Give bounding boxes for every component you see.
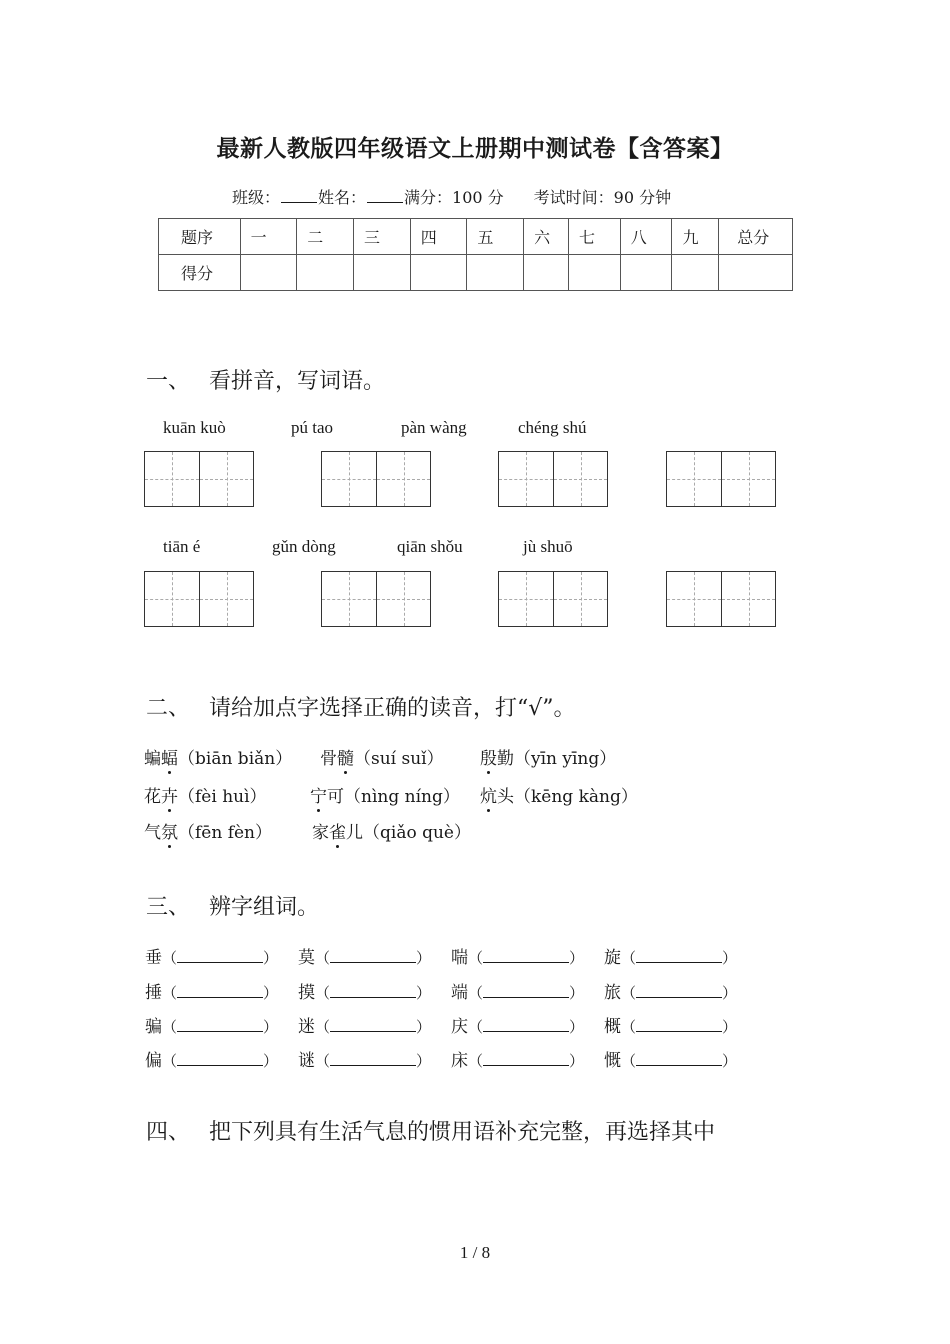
char: 端 [451, 983, 468, 1003]
word-group-item[interactable]: 偏（ ） [145, 1051, 279, 1071]
word-group-row [145, 978, 757, 1003]
reading-item[interactable] [310, 782, 460, 807]
plain-char: 气 [144, 823, 161, 843]
char: 迷 [298, 1017, 315, 1037]
word-group-row [145, 943, 757, 968]
dotted-char: 宁 [310, 782, 327, 807]
char: 捶 [145, 983, 162, 1003]
pinyin-label: kuān kuò [163, 418, 226, 437]
writing-grid[interactable] [144, 451, 254, 507]
exam-time: 考试时间：90 分钟 [533, 188, 672, 207]
section-title: 看拼音，写词语。 [209, 369, 386, 394]
word-group-item[interactable]: 摸（ ） [298, 983, 432, 1003]
section-title: 把下列具有生活气息的惯用语补充完整，再选择其中 [209, 1120, 716, 1145]
score-header-row [159, 219, 793, 255]
plain-char: 骨 [320, 749, 337, 769]
section3-heading [146, 890, 319, 921]
word-group-item[interactable]: 捶（ ） [145, 983, 279, 1003]
header-cell: 总分 [719, 219, 793, 255]
pinyin-label: tiān é [163, 537, 201, 556]
section-number: 四、 [146, 1120, 191, 1145]
char: 喘 [451, 948, 468, 968]
section-number: 三、 [146, 895, 191, 920]
word-group-item[interactable]: 骗（ ） [145, 1017, 279, 1037]
pinyin-options: （nìng níng） [344, 787, 460, 807]
score-cell[interactable] [297, 255, 354, 291]
char: 谜 [298, 1051, 315, 1071]
full-score: 满分：100 分 [404, 188, 504, 207]
name-blank[interactable] [367, 188, 403, 203]
section4-heading [146, 1115, 715, 1146]
header-cell: 四 [410, 219, 467, 255]
name-label: 姓名： [318, 188, 367, 207]
header-cell: 六 [524, 219, 569, 255]
reading-item[interactable] [480, 744, 616, 769]
dotted-char: 氛 [161, 818, 178, 843]
score-cell[interactable] [620, 255, 672, 291]
plain-char: 儿 [346, 823, 363, 843]
char: 旋 [604, 948, 621, 968]
score-cell[interactable] [568, 255, 620, 291]
plain-char: 头 [497, 787, 514, 807]
pinyin-options: （kēng kàng） [514, 787, 638, 807]
word-group-item[interactable]: 旅（ ） [604, 983, 738, 1003]
word-group-item[interactable]: 庆（ ） [451, 1017, 585, 1037]
pinyin-options: （suí suǐ） [354, 749, 444, 769]
score-input-row [159, 255, 793, 291]
score-cell[interactable] [672, 255, 719, 291]
exam-info-line [232, 185, 671, 208]
dotted-char: 蝠 [161, 744, 178, 769]
writing-grid[interactable] [498, 571, 608, 627]
section-number: 一、 [146, 369, 191, 394]
header-cell: 二 [297, 219, 354, 255]
reading-item[interactable] [320, 744, 444, 769]
score-cell[interactable] [354, 255, 411, 291]
dotted-char: 殷 [480, 744, 497, 769]
word-group-item[interactable]: 莫（ ） [298, 948, 432, 968]
word-group-item[interactable]: 喘（ ） [451, 948, 585, 968]
reading-item[interactable] [312, 818, 471, 843]
class-blank[interactable] [281, 188, 317, 203]
writing-grid[interactable] [666, 451, 776, 507]
score-cell[interactable] [467, 255, 524, 291]
char: 骗 [145, 1017, 162, 1037]
writing-grid[interactable] [498, 451, 608, 507]
pinyin-label: qiān shǒu [397, 537, 463, 556]
pinyin-label: chéng shú [518, 418, 587, 437]
plain-char: 蝙 [144, 749, 161, 769]
word-group-item[interactable]: 旋（ ） [604, 948, 738, 968]
dotted-char: 炕 [480, 782, 497, 807]
section-title: 请给加点字选择正确的读音，打“√”。 [209, 696, 576, 721]
pinyin-options: （yīn yīng） [514, 749, 617, 769]
reading-item[interactable] [144, 744, 292, 769]
pinyin-options: （biān biǎn） [178, 749, 293, 769]
char: 慨 [604, 1051, 621, 1071]
pinyin-options: （fèi huì） [178, 787, 267, 807]
word-group-item[interactable]: 垂（ ） [145, 948, 279, 968]
header-cell: 九 [672, 219, 719, 255]
word-group-item[interactable]: 概（ ） [604, 1017, 738, 1037]
plain-char: 花 [144, 787, 161, 807]
header-cell: 三 [354, 219, 411, 255]
word-group-item[interactable]: 谜（ ） [298, 1051, 432, 1071]
char: 莫 [298, 948, 315, 968]
char: 概 [604, 1017, 621, 1037]
word-group-row [145, 1012, 757, 1037]
word-group-item[interactable]: 慨（ ） [604, 1051, 738, 1071]
pinyin-options: （qiǎo què） [363, 823, 471, 843]
score-table [158, 218, 793, 291]
row-label: 得分 [159, 255, 241, 291]
char: 庆 [451, 1017, 468, 1037]
score-cell[interactable] [719, 255, 793, 291]
plain-char: 家 [312, 823, 329, 843]
plain-char: 可 [327, 787, 344, 807]
word-group-row [145, 1046, 757, 1071]
char: 偏 [145, 1051, 162, 1071]
page-number: 1 / 8 [459, 1243, 491, 1262]
section-title: 辨字组词。 [209, 895, 320, 920]
writing-grid[interactable] [144, 571, 254, 627]
writing-grid[interactable] [666, 571, 776, 627]
reading-item[interactable] [144, 818, 272, 843]
char: 旅 [604, 983, 621, 1003]
pinyin-label: jù shuō [523, 537, 573, 556]
char: 摸 [298, 983, 315, 1003]
word-group-item[interactable]: 端（ ） [451, 983, 585, 1003]
score-cell[interactable] [524, 255, 569, 291]
section-number: 二、 [146, 696, 191, 721]
dotted-char: 卉 [161, 782, 178, 807]
writing-grid[interactable] [321, 571, 431, 627]
word-group-item[interactable]: 床（ ） [451, 1051, 585, 1071]
class-label: 班级： [232, 188, 281, 207]
char: 床 [451, 1051, 468, 1071]
writing-grid[interactable] [321, 451, 431, 507]
header-cell: 七 [568, 219, 620, 255]
header-cell: 八 [620, 219, 672, 255]
score-cell[interactable] [410, 255, 467, 291]
dotted-char: 雀 [329, 818, 346, 843]
pinyin-options: （fēn fèn） [178, 823, 273, 843]
char: 垂 [145, 948, 162, 968]
header-cell: 一 [240, 219, 297, 255]
page-title: 最新人教版四年级语文上册期中测试卷【含答案】 [216, 135, 734, 162]
score-cell[interactable] [240, 255, 297, 291]
pinyin-label: gǔn dòng [272, 537, 336, 556]
header-cell: 五 [467, 219, 524, 255]
section2-heading [146, 691, 576, 722]
pinyin-label: pàn wàng [401, 418, 467, 437]
reading-item[interactable] [480, 782, 638, 807]
section1-heading [146, 364, 385, 395]
header-cell: 题序 [159, 219, 241, 255]
word-group-item[interactable]: 迷（ ） [298, 1017, 432, 1037]
reading-item[interactable] [144, 782, 267, 807]
dotted-char: 髓 [337, 744, 354, 769]
plain-char: 勤 [497, 749, 514, 769]
pinyin-label: pú tao [291, 418, 334, 437]
